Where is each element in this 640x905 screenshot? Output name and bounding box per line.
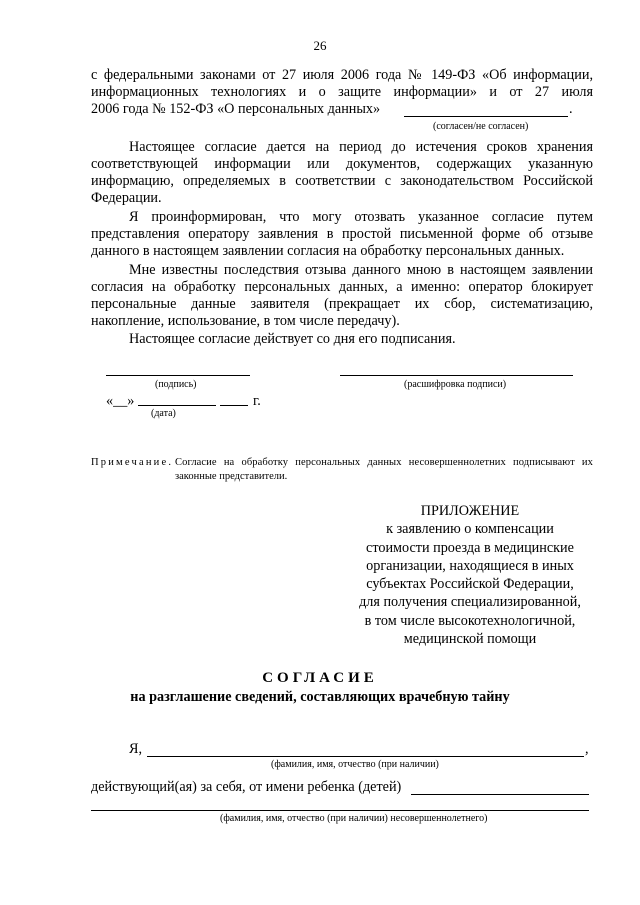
note-label: Примечание. [91, 457, 174, 468]
text-line: Я проинформирован, что могу отозвать указанное согласие путем [129, 209, 593, 225]
fio-input-line[interactable] [147, 756, 584, 757]
text-line: данного в настоящем заявлении согласия на обработку персональных данных. [91, 243, 565, 259]
appendix-line: организации, находящиеся в иных [366, 557, 574, 574]
date-suffix: г. [253, 393, 261, 409]
appendix-line: стоимости проезда в медицинские [366, 539, 574, 556]
page-number: 26 [313, 38, 327, 53]
consent-subtitle: на разглашение сведений, составляющих врачебную тайну [130, 689, 510, 705]
consent-title: СОГЛАСИЕ [262, 670, 378, 686]
appendix-line: медицинской помощи [403, 631, 537, 648]
text-line: соответствующей информации или документов, содержащих указанную [91, 156, 593, 172]
date-day: «__» [106, 393, 135, 409]
text-line: с федеральными законами от 27 июля 2006 года № 149-ФЗ «Об информации, [91, 67, 593, 83]
text-line: 2006 года № 152-ФЗ «О персональных данных» [91, 101, 381, 117]
signature-decode-line [340, 375, 573, 376]
minor-fio-line[interactable] [91, 810, 589, 811]
child-input-line[interactable] [411, 794, 589, 795]
paragraph-federal-laws [91, 67, 593, 101]
text-line: представления оператору заявления в простой письменной форме об отзыве [91, 226, 593, 242]
appendix-line: в том числе высокотехнологичной, [364, 612, 576, 629]
signature-caption: (подпись) [155, 379, 197, 390]
note-text-line: законные представители. [175, 471, 288, 482]
appendix-line: к заявлению о компенсации [386, 521, 554, 538]
signature-line [106, 375, 250, 376]
agree-blank-caption: (согласен/не согласен) [433, 121, 529, 132]
consent-i-label: Я, [129, 741, 143, 757]
text-line: накопление, использование, в том числе передачу). [91, 313, 400, 329]
date-month-line [138, 405, 216, 406]
fio-caption: (фамилия, имя, отчество (при наличии) [271, 759, 439, 770]
text-line: персональные данные заявителя (прекращает их сбор, систематизацию, [91, 296, 593, 312]
paragraph-consent-period [91, 139, 593, 207]
paragraph-revocation [91, 209, 593, 260]
text-line: Настоящее согласие дается на период до истечения сроков хранения [129, 139, 593, 155]
appendix-line: субъектах Российской Федерации, [366, 576, 574, 593]
note-text-line: Согласие на обработку персональных данных несовершеннолетних подписывают их [175, 457, 593, 468]
text-line: информационных технологиях и о защите информации» и от 27 июля [91, 84, 593, 100]
appendix-heading: ПРИЛОЖЕНИЕ [420, 503, 520, 519]
date-year-line [220, 405, 248, 406]
text-line: Мне известны последствия отзыва данного мною в настоящем заявлении [129, 262, 593, 278]
fio-suffix: , [585, 741, 589, 757]
acting-label: действующий(ая) за себя, от имени ребенка (детей) [91, 779, 402, 795]
appendix-line: для получения специализированной, [359, 594, 581, 611]
minor-fio-caption: (фамилия, имя, отчество (при наличии) несовершеннолетнего) [220, 813, 488, 824]
appendix-block [340, 502, 600, 648]
text-line: Федерации. [91, 190, 162, 206]
signature-decode-caption: (расшифровка подписи) [404, 379, 507, 390]
date-caption: (дата) [151, 408, 176, 419]
text-line: согласия на обработку персональных данных, а именно: оператор блокирует [91, 279, 593, 295]
paragraph-validity: Настоящее согласие действует со дня его подписания. [129, 331, 456, 347]
text-line: информацию, определяемых в соответствии с законодательством Российской [91, 173, 593, 189]
agree-blank-suffix: . [569, 101, 573, 117]
agree-blank-line [404, 116, 568, 117]
paragraph-consequences [91, 262, 593, 330]
